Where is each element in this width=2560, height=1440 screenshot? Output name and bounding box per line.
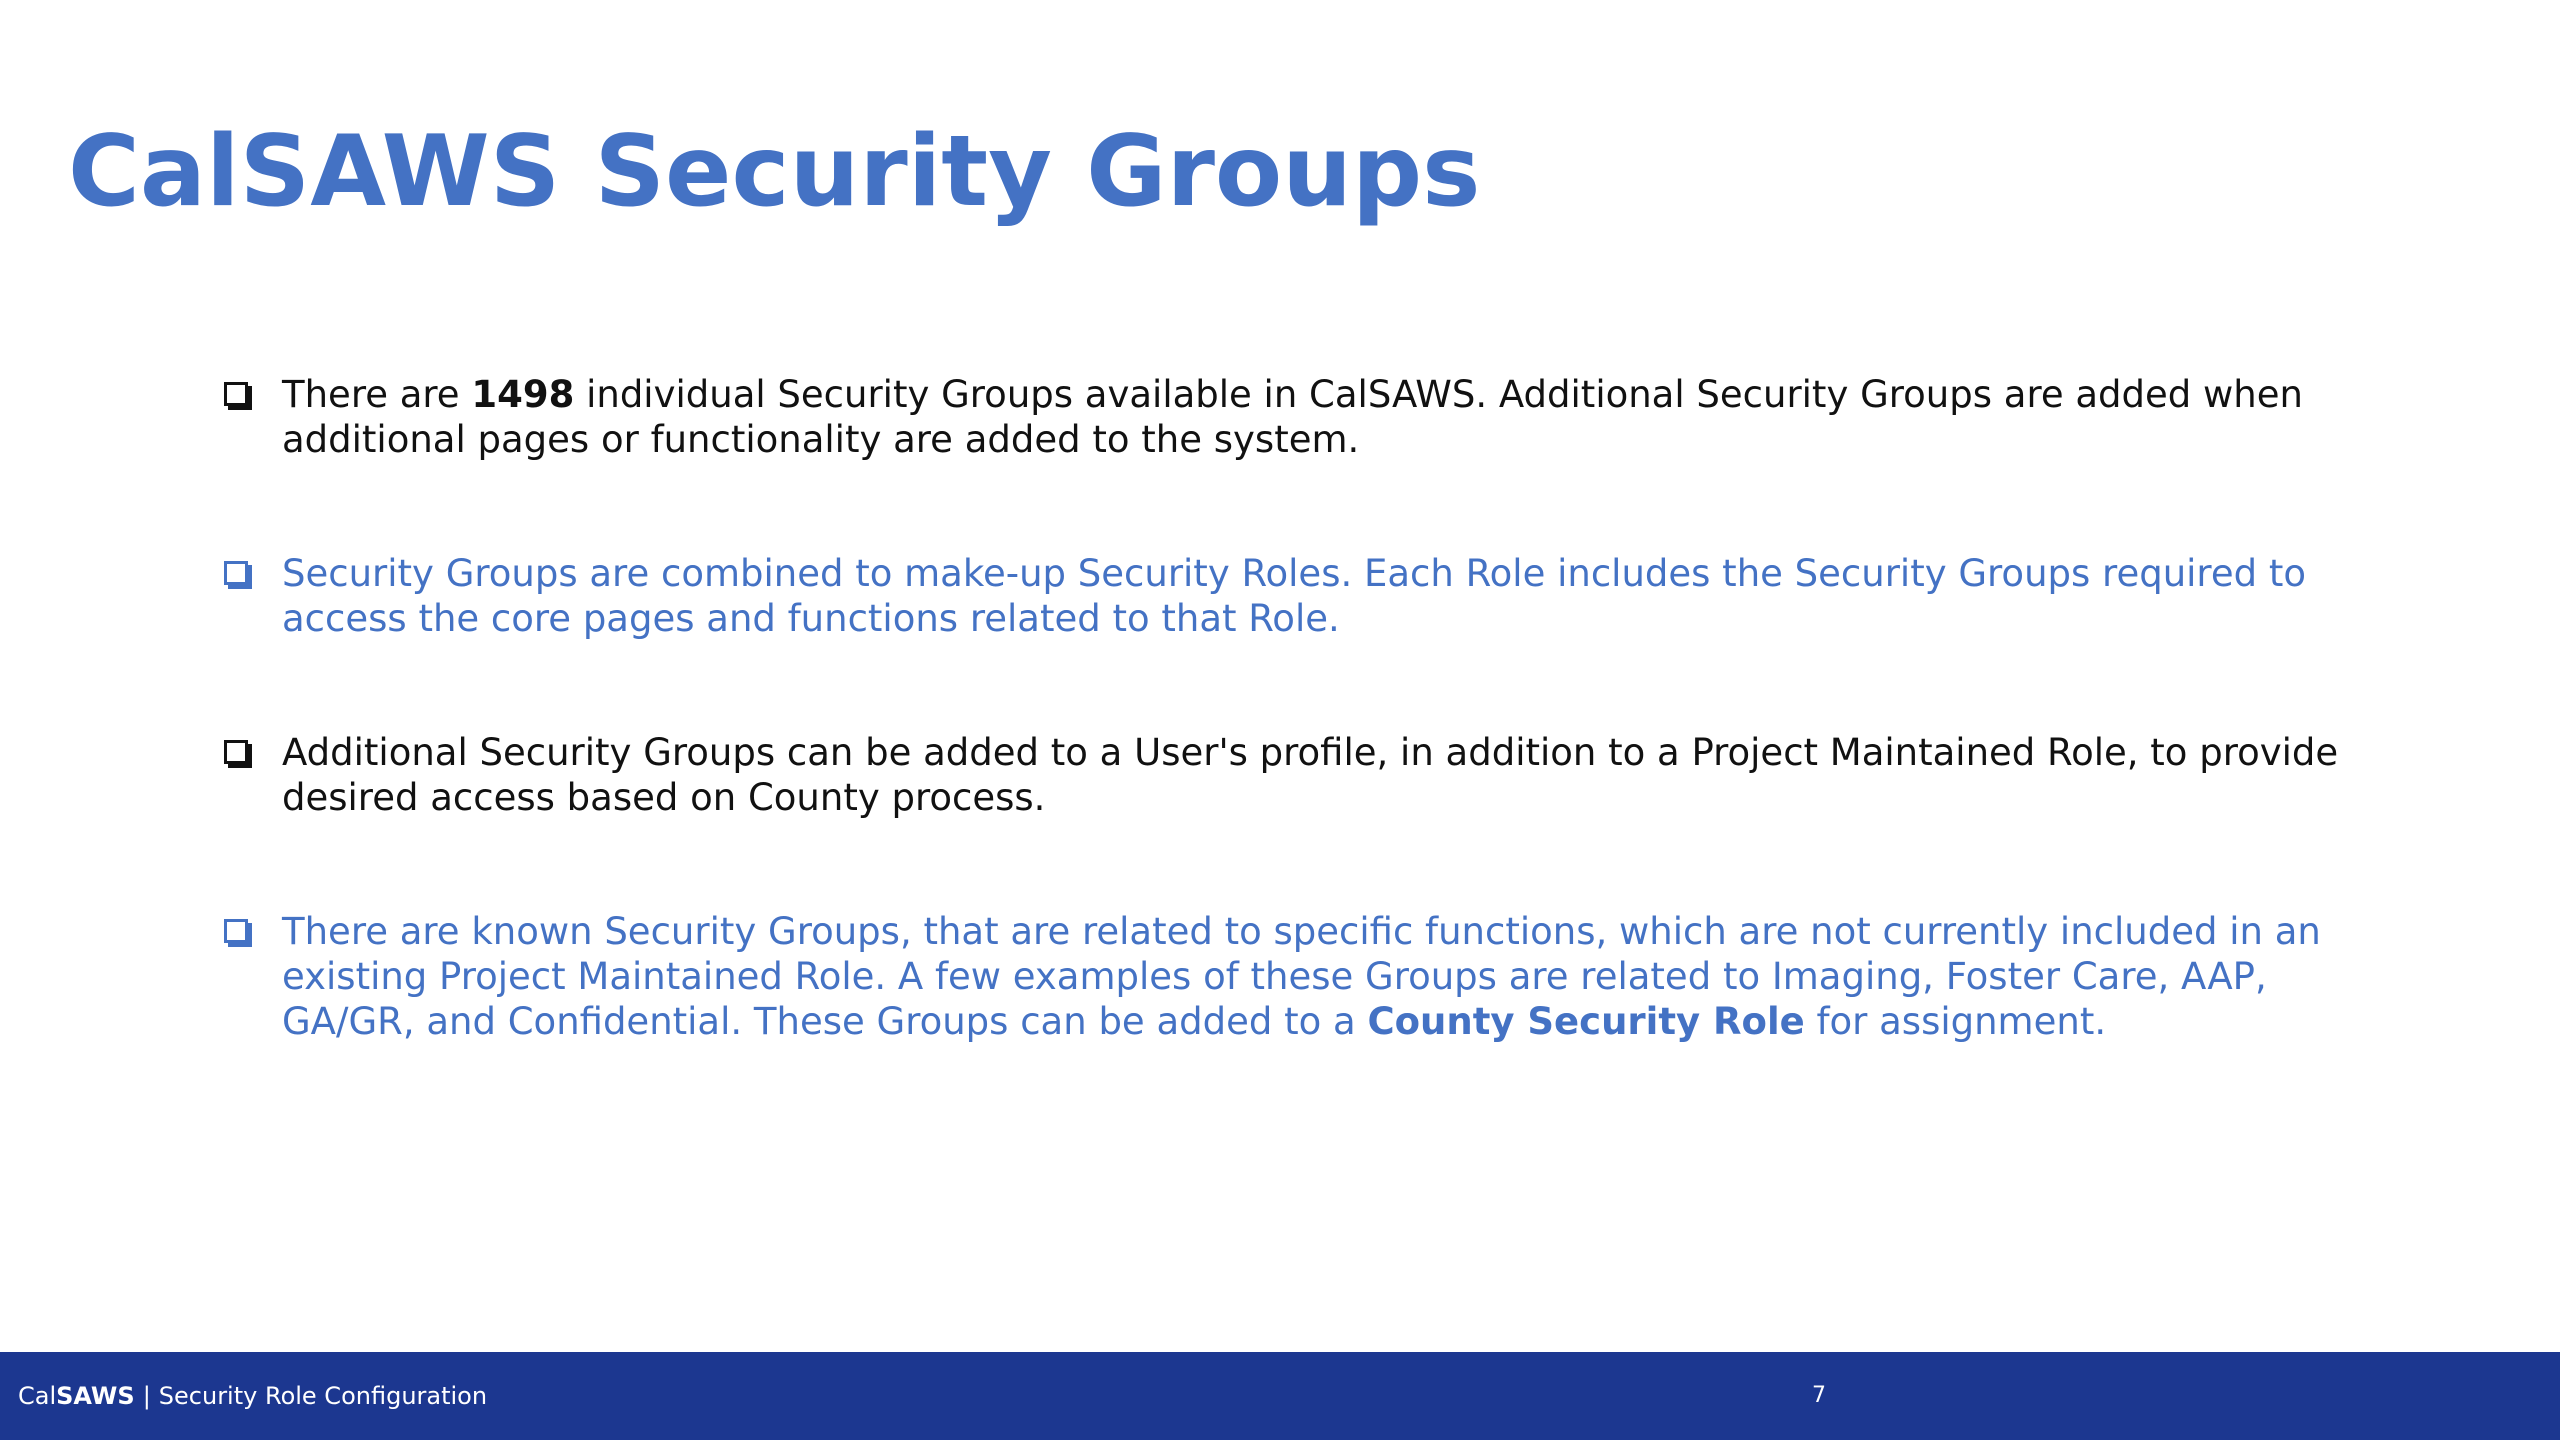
slide-title: CalSAWS Security Groups [68, 115, 1481, 229]
bullet-item [222, 372, 2362, 462]
checkbox-bullet-icon [224, 740, 248, 764]
bullet-item [222, 551, 2362, 641]
brand-bold: SAWS [56, 1382, 135, 1410]
bullet-text: Additional Security Groups can be added to a User's profile, in addition to a Project Maintained Role, to provide desired access based on County process. [282, 731, 2339, 819]
bullet-text: There are known Security Groups, that are related to specific functions, which are not currently included in an existing Project Maintained Role. A few examples of these Groups are related to Imaging, Foster Care, AAP, GA/GR, and Confidential. These Groups can be added to a [282, 910, 2321, 1043]
footer-bar [0, 1352, 2560, 1440]
footer-separator: | [142, 1382, 151, 1410]
page-number: 7 [1812, 1383, 1826, 1408]
bullet-item [222, 909, 2362, 1044]
checkbox-bullet-icon [224, 561, 248, 585]
bullet-text: Security Groups are combined to make-up Security Roles. Each Role includes the Security Groups required to access the core pages and functions related to that Role. [282, 552, 2306, 640]
checkbox-bullet-icon [224, 919, 248, 943]
group-count: 1498 [471, 373, 575, 416]
bullet-text: for assignment. [1804, 1000, 2107, 1043]
footer-subtitle: Security Role Configuration [158, 1382, 488, 1410]
bullet-item [222, 730, 2362, 820]
bullet-list [222, 372, 2362, 1133]
checkbox-bullet-icon [224, 382, 248, 406]
bullet-text: There are [282, 373, 472, 416]
bullet-text: individual Security Groups available in CalSAWS. Additional Security Groups are added when additional pages or functionality are added to the system. [282, 373, 2303, 461]
county-security-role-term: County Security Role [1367, 1000, 1805, 1043]
brand-prefix: Cal [18, 1382, 57, 1410]
footer-brand [18, 1352, 487, 1440]
